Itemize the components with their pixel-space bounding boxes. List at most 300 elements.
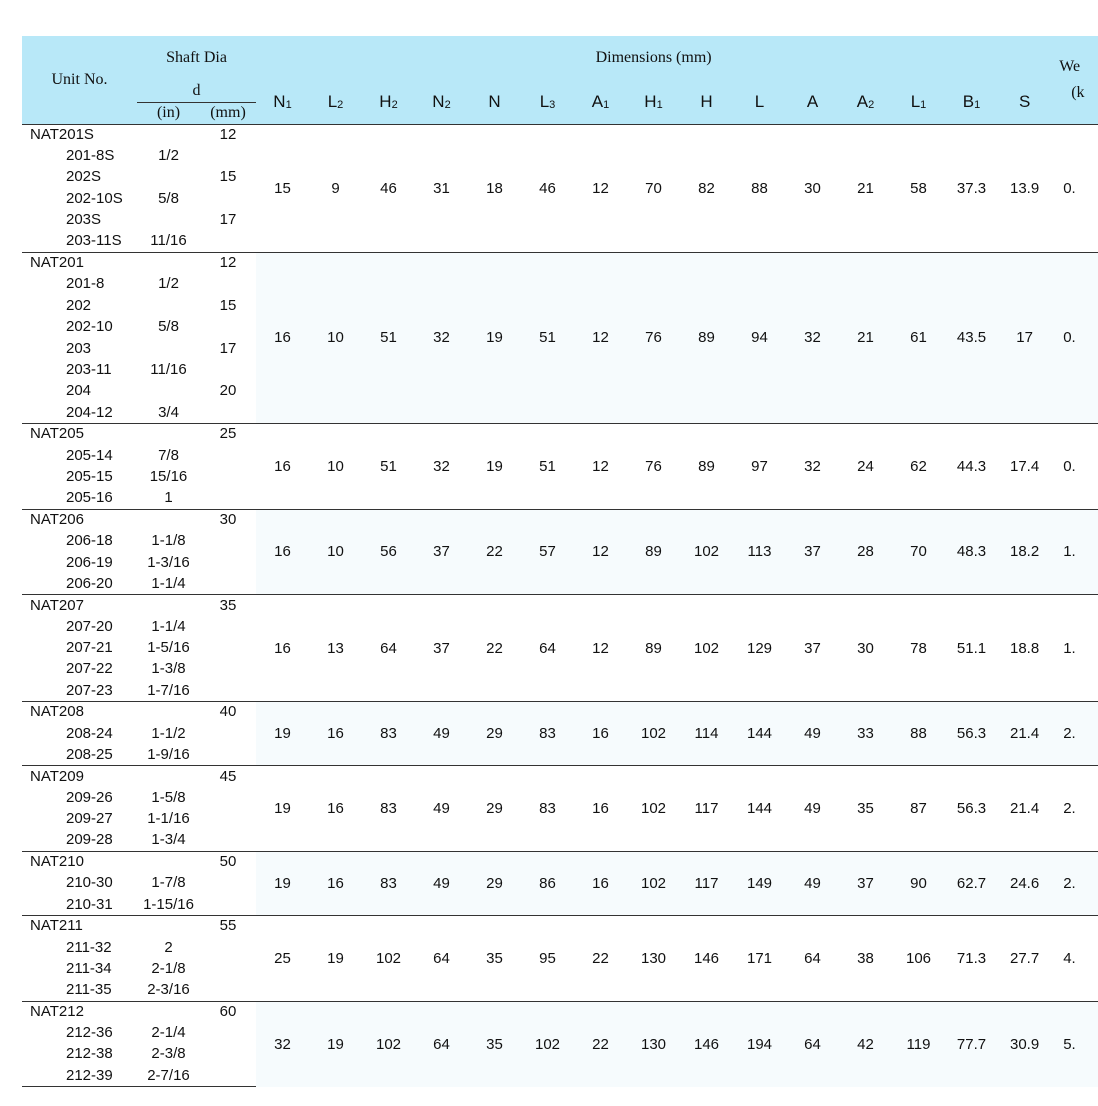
unit-no-cell: NAT210	[22, 851, 137, 872]
dimension-cell: 12	[574, 252, 627, 423]
dimension-cell: 102	[627, 851, 680, 915]
table-row	[22, 509, 1098, 530]
dimension-cell: 77.7	[945, 1001, 998, 1087]
dimension-cell: 129	[733, 595, 786, 702]
dimension-cell: 76	[627, 423, 680, 509]
dimension-cell: 32	[415, 252, 468, 423]
dimension-cell: 22	[574, 915, 627, 1001]
dimension-cell: 21	[839, 252, 892, 423]
dimension-cell: 13.9	[998, 124, 1051, 252]
dimension-cell: 24	[839, 423, 892, 509]
dimension-cell: 35	[468, 1001, 521, 1087]
dimension-cell: 21.4	[998, 702, 1051, 766]
shaft-in-cell	[137, 124, 200, 145]
dimension-cell: 51	[521, 423, 574, 509]
dimension-cell: 90	[892, 851, 945, 915]
dim-header-n1: $N_1$	[256, 80, 309, 124]
dimension-cell: 12	[574, 509, 627, 595]
unit-no-cell: 209-27	[66, 810, 113, 828]
shaft-mm-cell: 12	[200, 252, 256, 273]
unit-no-cell: 202S	[66, 168, 102, 186]
shaft-mm-cell: 35	[200, 595, 256, 616]
dimension-cell: 31	[415, 124, 468, 252]
dimension-cell: 56	[362, 509, 415, 595]
unit-no-cell: 212-38	[66, 1045, 113, 1063]
dim-header-s: S	[998, 80, 1051, 124]
dimension-cell: 102	[362, 1001, 415, 1087]
header-weight-line1: We	[1059, 57, 1081, 75]
weight-cell: 1.	[1051, 595, 1098, 702]
shaft-in-cell: 2	[164, 938, 173, 956]
dimension-cell: 22	[468, 509, 521, 595]
dim-header-l2: $L_2$	[309, 80, 362, 124]
dim-header-h: H	[680, 80, 733, 124]
dimension-cell: 17	[998, 252, 1051, 423]
dimension-cell: 49	[786, 766, 839, 852]
dimension-cell: 102	[627, 702, 680, 766]
shaft-mm-cell: 15	[219, 168, 237, 186]
dim-header-a1: $A_1$	[574, 80, 627, 124]
shaft-mm-cell	[200, 466, 256, 487]
shaft-in-cell: 1-1/4	[151, 617, 186, 635]
shaft-in-cell: 1-7/16	[137, 680, 200, 701]
unit-no-cell: 202	[66, 296, 92, 314]
shaft-in-cell: 11/16	[137, 231, 200, 252]
shaft-mm-cell	[200, 530, 256, 551]
dimension-cell: 64	[362, 595, 415, 702]
dimension-cell: 86	[521, 851, 574, 915]
dimension-cell: 38	[839, 915, 892, 1001]
table-row	[22, 595, 1098, 616]
table-body	[22, 124, 1098, 1087]
unit-no-cell: 201-8	[66, 275, 105, 293]
dimension-cell: 146	[680, 915, 733, 1001]
dimension-cell: 130	[627, 915, 680, 1001]
shaft-mm-cell: 40	[200, 702, 256, 723]
weight-cell: 2.	[1051, 851, 1098, 915]
dim-header-l3: $L_3$	[521, 80, 574, 124]
dimension-cell: 19	[309, 1001, 362, 1087]
shaft-mm-cell	[200, 680, 256, 701]
dimension-cell: 89	[627, 509, 680, 595]
dim-header-a2: $A_2$	[839, 80, 892, 124]
dimension-cell: 146	[680, 1001, 733, 1087]
shaft-mm-cell	[200, 274, 256, 295]
unit-no-cell: 206-20	[22, 573, 137, 594]
shaft-in-cell	[137, 1001, 200, 1022]
dimension-cell: 113	[733, 509, 786, 595]
shaft-mm-cell	[200, 359, 256, 380]
shaft-mm-cell: 15	[219, 296, 237, 314]
shaft-mm-cell	[200, 958, 256, 979]
unit-no-cell: 205-16	[22, 488, 137, 509]
dimension-cell: 171	[733, 915, 786, 1001]
dimension-cell: 82	[680, 124, 733, 252]
dimension-cell: 18.2	[998, 509, 1051, 595]
dimension-cell: 19	[468, 423, 521, 509]
dimension-cell: 16	[256, 252, 309, 423]
shaft-in-cell: 7/8	[158, 446, 179, 464]
shaft-in-cell: 1-3/8	[151, 660, 186, 678]
dimension-cell: 130	[627, 1001, 680, 1087]
dimension-cell: 13	[309, 595, 362, 702]
dimension-cell: 51	[521, 252, 574, 423]
dimension-cell: 17.4	[998, 423, 1051, 509]
dimension-cell: 61	[892, 252, 945, 423]
unit-no-cell: NAT201S	[22, 124, 137, 145]
dimension-cell: 89	[680, 423, 733, 509]
weight-cell: 1.	[1051, 509, 1098, 595]
dimension-cell: 49	[786, 702, 839, 766]
dimension-cell: 102	[521, 1001, 574, 1087]
unit-no-cell: 211-34	[66, 959, 112, 977]
dimension-cell: 46	[521, 124, 574, 252]
shaft-in-cell	[137, 766, 200, 787]
dimension-cell: 102	[362, 915, 415, 1001]
shaft-in-cell: 2-1/8	[151, 959, 186, 977]
shaft-in-cell: 1/2	[158, 147, 179, 165]
dimension-cell: 16	[574, 766, 627, 852]
unit-no-cell: 203-11	[66, 360, 112, 378]
dimension-cell: 89	[627, 595, 680, 702]
dimension-cell: 29	[468, 702, 521, 766]
header-shaft-dia: Shaft Dia	[137, 36, 256, 80]
shaft-in-cell: 11/16	[150, 360, 187, 378]
dimension-cell: 46	[362, 124, 415, 252]
weight-cell: 0.	[1051, 252, 1098, 423]
shaft-mm-cell	[200, 894, 256, 915]
shaft-mm-cell: 17	[219, 339, 237, 357]
shaft-mm-cell: 25	[200, 423, 256, 444]
dimension-cell: 64	[786, 1001, 839, 1087]
shaft-in-cell: 1-3/16	[147, 553, 190, 571]
dimension-cell: 16	[256, 509, 309, 595]
dimension-cell: 16	[309, 766, 362, 852]
dimension-cell: 83	[362, 702, 415, 766]
unit-no-cell: 206-19	[66, 553, 113, 571]
unit-no-cell: 206-18	[66, 532, 113, 550]
dimension-cell: 56.3	[945, 702, 998, 766]
shaft-in-cell: 1-15/16	[137, 894, 200, 915]
dimension-cell: 114	[680, 702, 733, 766]
dim-header-n: N	[468, 80, 521, 124]
shaft-in-cell: 5/8	[158, 189, 179, 207]
dimension-cell: 12	[574, 124, 627, 252]
dimension-cell: 62	[892, 423, 945, 509]
shaft-mm-cell: 60	[200, 1001, 256, 1022]
spec-table	[22, 36, 1098, 1087]
dimension-cell: 42	[839, 1001, 892, 1087]
header-d: d	[137, 80, 256, 102]
unit-no-cell: 203-11S	[22, 231, 137, 252]
dimension-cell: 71.3	[945, 915, 998, 1001]
unit-no-cell: 207-23	[22, 680, 137, 701]
dimension-cell: 33	[839, 702, 892, 766]
shaft-mm-cell	[200, 1044, 256, 1065]
unit-no-cell: 211-32	[66, 938, 112, 956]
shaft-in-cell	[137, 702, 200, 723]
unit-no-cell: 208-25	[22, 744, 137, 765]
weight-cell: 0.	[1051, 124, 1098, 252]
shaft-in-cell	[137, 338, 200, 359]
dimension-cell: 117	[680, 766, 733, 852]
dimension-cell: 22	[574, 1001, 627, 1087]
dimension-cell: 32	[786, 252, 839, 423]
unit-no-cell: 205-15	[66, 467, 113, 485]
dimension-cell: 27.7	[998, 915, 1051, 1001]
dimension-cell: 49	[415, 766, 468, 852]
shaft-mm-cell	[200, 980, 256, 1001]
shaft-mm-cell	[200, 188, 256, 209]
shaft-in-cell	[137, 252, 200, 273]
dimension-cell: 58	[892, 124, 945, 252]
shaft-in-cell: 1-9/16	[137, 744, 200, 765]
dimension-cell: 30	[786, 124, 839, 252]
shaft-mm-cell	[200, 830, 256, 851]
weight-cell: 2.	[1051, 766, 1098, 852]
shaft-mm-cell	[200, 723, 256, 744]
dimension-cell: 64	[415, 1001, 468, 1087]
unit-no-cell: NAT209	[22, 766, 137, 787]
shaft-in-cell: 1-3/4	[137, 830, 200, 851]
dimension-cell: 62.7	[945, 851, 998, 915]
dimension-cell: 16	[309, 702, 362, 766]
dimension-cell: 12	[574, 423, 627, 509]
dimension-cell: 30.9	[998, 1001, 1051, 1087]
shaft-mm-cell: 45	[200, 766, 256, 787]
dimension-cell: 10	[309, 509, 362, 595]
shaft-in-cell	[137, 423, 200, 444]
dimension-cell: 22	[468, 595, 521, 702]
dimension-cell: 64	[786, 915, 839, 1001]
table-row	[22, 766, 1098, 787]
shaft-in-cell: 1-1/2	[151, 724, 186, 742]
unit-no-cell: 208-24	[66, 724, 113, 742]
unit-no-cell: 209-26	[66, 788, 113, 806]
shaft-mm-cell	[200, 231, 256, 252]
dimension-cell: 87	[892, 766, 945, 852]
dimension-cell: 19	[256, 851, 309, 915]
unit-no-cell: 210-30	[66, 874, 113, 892]
unit-no-cell: NAT205	[22, 423, 137, 444]
table-row	[22, 252, 1098, 273]
shaft-mm-cell	[200, 937, 256, 958]
shaft-mm-cell: 17	[219, 211, 237, 229]
dimension-cell: 64	[415, 915, 468, 1001]
dimension-cell: 83	[362, 766, 415, 852]
shaft-in-cell	[137, 295, 200, 316]
dimension-cell: 95	[521, 915, 574, 1001]
shaft-mm-cell: 55	[200, 915, 256, 936]
shaft-in-cell	[137, 167, 200, 188]
dimension-cell: 21.4	[998, 766, 1051, 852]
dimension-cell: 102	[680, 509, 733, 595]
dimension-cell: 44.3	[945, 423, 998, 509]
unit-no-cell: 203S	[66, 211, 102, 229]
dimension-cell: 16	[309, 851, 362, 915]
shaft-in-cell: 2-7/16	[137, 1065, 200, 1086]
shaft-mm-cell	[200, 809, 256, 830]
shaft-mm-cell	[200, 616, 256, 637]
dimension-cell: 16	[574, 851, 627, 915]
unit-no-cell: NAT208	[22, 702, 137, 723]
shaft-in-cell: 3/4	[137, 402, 200, 423]
dimension-cell: 83	[521, 766, 574, 852]
dimension-cell: 49	[786, 851, 839, 915]
unit-no-cell: 204-12	[22, 402, 137, 423]
dimension-cell: 9	[309, 124, 362, 252]
dimension-cell: 51	[362, 423, 415, 509]
shaft-in-cell	[137, 851, 200, 872]
shaft-in-cell: 1/2	[158, 275, 179, 293]
table-row	[22, 702, 1098, 723]
dimension-cell: 102	[627, 766, 680, 852]
shaft-mm-cell	[200, 637, 256, 658]
dimension-cell: 35	[839, 766, 892, 852]
dimension-cell: 88	[892, 702, 945, 766]
unit-no-cell: NAT211	[22, 915, 137, 936]
dim-header-l: L	[733, 80, 786, 124]
dimension-cell: 48.3	[945, 509, 998, 595]
unit-no-cell: 212-36	[66, 1024, 113, 1042]
shaft-mm-cell: 20	[219, 382, 237, 400]
shaft-mm-cell	[200, 145, 256, 166]
dimension-cell: 10	[309, 252, 362, 423]
dimension-cell: 194	[733, 1001, 786, 1087]
dim-header-b1: $B_1$	[945, 80, 998, 124]
shaft-mm-cell	[200, 1065, 256, 1086]
dimension-cell: 19	[256, 766, 309, 852]
dimension-cell: 32	[415, 423, 468, 509]
dimension-cell: 76	[627, 252, 680, 423]
shaft-mm-cell	[200, 787, 256, 808]
dimension-cell: 25	[256, 915, 309, 1001]
shaft-in-cell: 1-1/8	[151, 532, 186, 550]
dimension-cell: 51	[362, 252, 415, 423]
header-weight-line2: (k	[1071, 83, 1085, 101]
dim-header-a: A	[786, 80, 839, 124]
dimension-cell: 57	[521, 509, 574, 595]
shaft-in-cell: 1-7/8	[151, 874, 186, 892]
table-header	[22, 36, 1098, 124]
shaft-in-cell: 1-5/16	[147, 639, 190, 657]
header-mm: (mm)	[200, 102, 256, 124]
shaft-mm-cell	[200, 573, 256, 594]
unit-no-cell: NAT206	[22, 509, 137, 530]
dimension-cell: 37	[415, 509, 468, 595]
dim-header-h2: $H_2$	[362, 80, 415, 124]
dimension-cell: 30	[839, 595, 892, 702]
table-row	[22, 423, 1098, 444]
dimension-cell: 10	[309, 423, 362, 509]
shaft-mm-cell	[200, 552, 256, 573]
dimension-cell: 97	[733, 423, 786, 509]
dimension-cell: 37	[415, 595, 468, 702]
dimension-cell: 16	[256, 423, 309, 509]
dim-header-l1: $L_1$	[892, 80, 945, 124]
dimension-cell: 64	[521, 595, 574, 702]
header-unit-no: Unit No.	[22, 36, 137, 124]
dimension-cell: 18	[468, 124, 521, 252]
dimension-cell: 94	[733, 252, 786, 423]
dimension-cell: 29	[468, 766, 521, 852]
unit-no-cell: 209-28	[22, 830, 137, 851]
shaft-in-cell: 5/8	[158, 318, 179, 336]
dimension-cell: 29	[468, 851, 521, 915]
shaft-in-cell: 1-1/4	[137, 573, 200, 594]
unit-no-cell: 210-31	[22, 894, 137, 915]
dimension-cell: 51.1	[945, 595, 998, 702]
dimension-cell: 12	[574, 595, 627, 702]
unit-no-cell: 204	[66, 382, 92, 400]
unit-no-cell: 207-21	[66, 639, 113, 657]
shaft-in-cell	[137, 595, 200, 616]
dimension-cell: 28	[839, 509, 892, 595]
unit-no-cell: 202-10	[66, 318, 113, 336]
shaft-mm-cell	[200, 873, 256, 894]
table-row	[22, 124, 1098, 145]
shaft-mm-cell	[200, 402, 256, 423]
dimension-cell: 144	[733, 702, 786, 766]
shaft-in-cell: 2-1/4	[151, 1024, 186, 1042]
shaft-mm-cell	[200, 445, 256, 466]
dimension-cell: 19	[468, 252, 521, 423]
dimension-cell: 56.3	[945, 766, 998, 852]
shaft-mm-cell	[200, 1022, 256, 1043]
shaft-in-cell	[137, 381, 200, 402]
dimension-cell: 78	[892, 595, 945, 702]
dimension-cell: 35	[468, 915, 521, 1001]
dimension-cell: 70	[627, 124, 680, 252]
dimension-cell: 37	[786, 509, 839, 595]
unit-no-cell: NAT201	[22, 252, 137, 273]
dimension-cell: 16	[574, 702, 627, 766]
shaft-in-cell: 2-3/8	[151, 1045, 186, 1063]
dimension-cell: 16	[256, 595, 309, 702]
header-weight	[1051, 36, 1098, 124]
dimension-cell: 117	[680, 851, 733, 915]
unit-no-cell: 203	[66, 339, 92, 357]
shaft-in-cell: 2-3/16	[137, 980, 200, 1001]
shaft-mm-cell	[200, 317, 256, 338]
dimension-cell: 89	[680, 252, 733, 423]
unit-no-cell: NAT212	[22, 1001, 137, 1022]
dim-header-n2: $N_2$	[415, 80, 468, 124]
dimension-cell: 83	[362, 851, 415, 915]
unit-no-cell: 201-8S	[66, 147, 115, 165]
shaft-mm-cell	[200, 659, 256, 680]
dimension-cell: 18.8	[998, 595, 1051, 702]
shaft-in-cell: 15/16	[149, 467, 188, 485]
dimension-cell: 70	[892, 509, 945, 595]
dimension-cell: 149	[733, 851, 786, 915]
shaft-in-cell	[137, 210, 200, 231]
dimension-cell: 119	[892, 1001, 945, 1087]
header-in: (in)	[137, 102, 200, 124]
unit-no-cell: 211-35	[22, 980, 137, 1001]
dimension-cell: 32	[256, 1001, 309, 1087]
weight-cell: 2.	[1051, 702, 1098, 766]
unit-no-cell: 207-20	[66, 617, 113, 635]
shaft-in-cell: 1-5/8	[151, 788, 186, 806]
unit-no-cell: NAT207	[22, 595, 137, 616]
dimension-cell: 106	[892, 915, 945, 1001]
shaft-mm-cell: 30	[200, 509, 256, 530]
dimension-cell: 19	[256, 702, 309, 766]
table-row	[22, 915, 1098, 936]
dimension-cell: 37.3	[945, 124, 998, 252]
dimension-cell: 37	[839, 851, 892, 915]
